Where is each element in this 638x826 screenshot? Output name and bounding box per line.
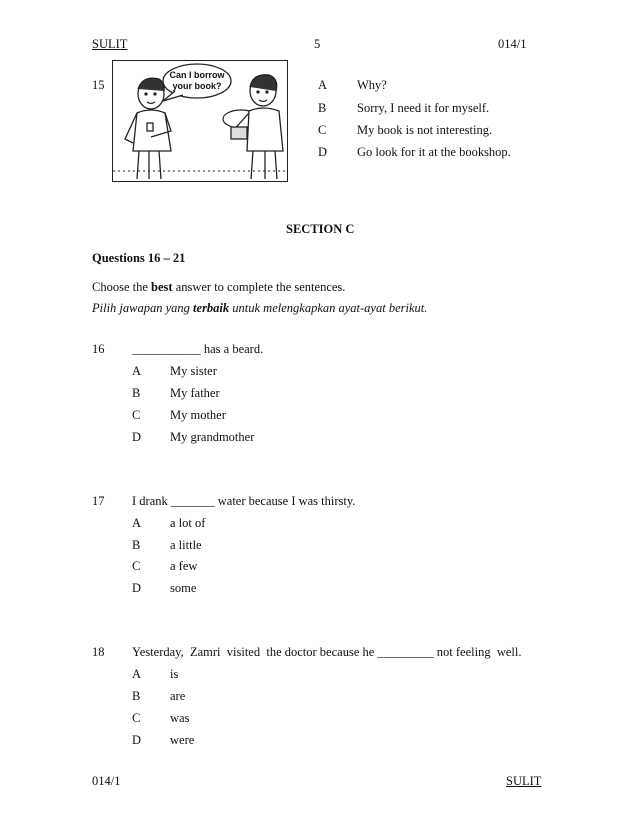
q18-option-c-text[interactable]: was (170, 711, 190, 725)
instruction-bold: best (151, 280, 173, 294)
header-sulit: SULIT (92, 37, 128, 51)
speech-bubble-line-1: Can I borrow (169, 70, 225, 80)
q17-option-b-text[interactable]: a little (170, 538, 202, 552)
q16-option-a-letter[interactable]: A (132, 364, 142, 378)
q17-option-a-text[interactable]: a lot of (170, 516, 206, 530)
q18-option-a-letter[interactable]: A (132, 667, 142, 681)
instruction-english (92, 280, 345, 295)
header-code: 014/1 (498, 37, 527, 51)
q18-option-c-letter[interactable]: C (132, 711, 141, 725)
question-15-illustration (112, 60, 288, 182)
question-18-text: Yesterday, Zamri visited the doctor because he _________ not feeling well. (132, 645, 522, 659)
footer-code: 014/1 (92, 774, 121, 788)
q16-option-b-letter[interactable]: B (132, 386, 141, 400)
q16-option-d-text[interactable]: My grandmother (170, 430, 255, 444)
q16-option-c-letter[interactable]: C (132, 408, 141, 422)
malay-bold: terbaik (193, 301, 230, 315)
question-18-number: 18 (92, 645, 105, 659)
q18-option-d-letter[interactable]: D (132, 733, 142, 747)
q16-option-b-text[interactable]: My father (170, 386, 220, 400)
q18-option-b-letter[interactable]: B (132, 689, 141, 703)
q15-option-b-letter[interactable]: B (318, 101, 327, 115)
speech-bubble-line-2: your book? (172, 81, 222, 91)
q17-option-c-letter[interactable]: C (132, 559, 141, 573)
q15-option-a-letter[interactable]: A (318, 78, 328, 92)
instruction-suffix: answer to complete the sentences. (172, 280, 346, 294)
q16-option-a-text[interactable]: My sister (170, 364, 217, 378)
q15-option-c-letter[interactable]: C (318, 123, 327, 137)
page-number: 5 (314, 37, 321, 51)
question-16-text: ___________ has a beard. (132, 342, 264, 356)
malay-prefix: Pilih jawapan yang (92, 301, 194, 315)
q17-option-d-letter[interactable]: D (132, 581, 142, 595)
two-boys-illustration (113, 61, 287, 181)
q15-option-d-letter[interactable]: D (318, 145, 328, 159)
question-17-text: I drank _______ water because I was thirsty. (132, 494, 356, 508)
section-title: SECTION C (286, 222, 355, 236)
q18-option-b-text[interactable]: are (170, 689, 186, 703)
instruction-malay (92, 301, 427, 316)
q17-option-c-text[interactable]: a few (170, 559, 198, 573)
q17-option-b-letter[interactable]: B (132, 538, 141, 552)
question-16-number: 16 (92, 342, 105, 356)
q15-option-b-text[interactable]: Sorry, I need it for myself. (357, 101, 490, 115)
q17-option-d-text[interactable]: some (170, 581, 197, 595)
speech-bubble (163, 64, 231, 101)
q17-option-a-letter[interactable]: A (132, 516, 142, 530)
q15-option-c-text[interactable]: My book is not interesting. (357, 123, 493, 137)
q15-option-d-text[interactable]: Go look for it at the bookshop. (357, 145, 511, 159)
q16-option-c-text[interactable]: My mother (170, 408, 226, 422)
malay-suffix: untuk melengkapkan ayat-ayat berikut. (229, 301, 428, 315)
footer-sulit: SULIT (506, 774, 542, 788)
q16-option-d-letter[interactable]: D (132, 430, 142, 444)
questions-range: Questions 16 – 21 (92, 251, 186, 265)
question-17-number: 17 (92, 494, 105, 508)
instruction-prefix: Choose the (92, 280, 152, 294)
q15-option-a-text[interactable]: Why? (357, 78, 387, 92)
q18-option-a-text[interactable]: is (170, 667, 179, 681)
q18-option-d-text[interactable]: were (170, 733, 195, 747)
question-15-number: 15 (92, 78, 105, 92)
